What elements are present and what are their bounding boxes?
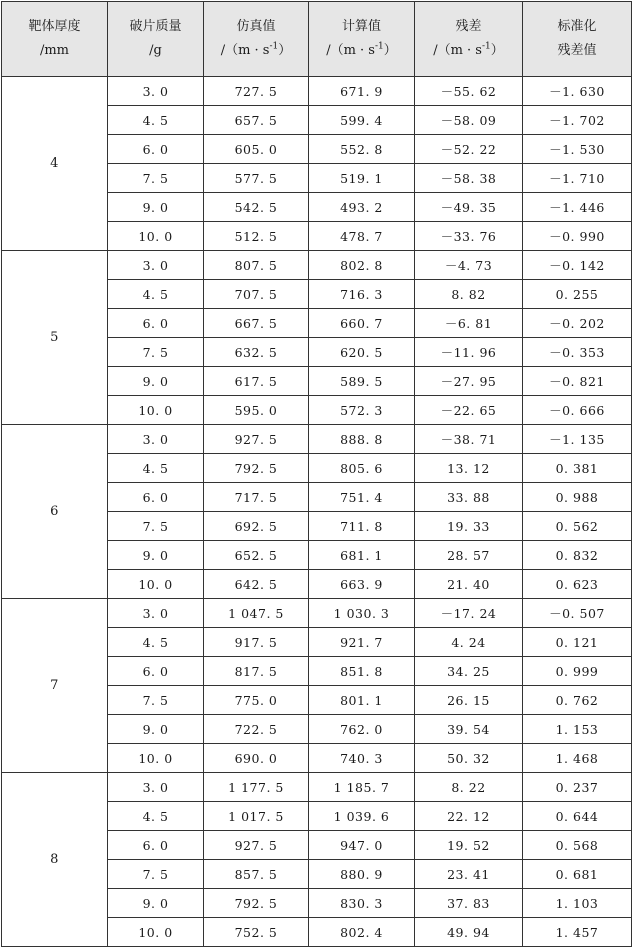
std-residual-cell: 0. 121 — [523, 628, 632, 657]
std-residual-cell: 0. 832 — [523, 541, 632, 570]
calculated-cell: 1 039. 6 — [309, 802, 415, 831]
thickness-cell: 7 — [2, 599, 108, 773]
simulated-cell: 927. 5 — [204, 425, 309, 454]
std-residual-cell: 0. 681 — [523, 860, 632, 889]
std-residual-cell: 0. 562 — [523, 512, 632, 541]
calculated-cell: 1 030. 3 — [309, 599, 415, 628]
calculated-cell: 830. 3 — [309, 889, 415, 918]
std-residual-cell: －0. 202 — [523, 309, 632, 338]
header-row — [2, 2, 632, 77]
calculated-cell: 888. 8 — [309, 425, 415, 454]
simulated-cell: 642. 5 — [204, 570, 309, 599]
std-residual-cell: －0. 666 — [523, 396, 632, 425]
residual-cell: －49. 35 — [415, 193, 523, 222]
calculated-cell: 805. 6 — [309, 454, 415, 483]
calculated-cell: 711. 8 — [309, 512, 415, 541]
calculated-cell: 478. 7 — [309, 222, 415, 251]
residual-cell: 26. 15 — [415, 686, 523, 715]
simulated-cell: 512. 5 — [204, 222, 309, 251]
std-residual-cell: －1. 446 — [523, 193, 632, 222]
residual-cell: －27. 95 — [415, 367, 523, 396]
simulated-cell: 927. 5 — [204, 831, 309, 860]
std-residual-cell: 0. 644 — [523, 802, 632, 831]
simulated-cell: 595. 0 — [204, 396, 309, 425]
mass-cell: 6. 0 — [108, 483, 204, 512]
calculated-cell: 921. 7 — [309, 628, 415, 657]
simulated-cell: 752. 5 — [204, 918, 309, 947]
table-body — [2, 77, 632, 947]
std-residual-cell: 1. 468 — [523, 744, 632, 773]
std-residual-cell: 1. 153 — [523, 715, 632, 744]
std-residual-cell: 0. 568 — [523, 831, 632, 860]
mass-cell: 10. 0 — [108, 570, 204, 599]
header-residual: 残差 $/(m \cdot s^{-1})$ — [415, 2, 523, 77]
calculated-cell: 762. 0 — [309, 715, 415, 744]
simulated-cell: 857. 5 — [204, 860, 309, 889]
std-residual-cell: －1. 530 — [523, 135, 632, 164]
mass-cell: 3. 0 — [108, 599, 204, 628]
residual-cell: －58. 09 — [415, 106, 523, 135]
mass-cell: 6. 0 — [108, 309, 204, 338]
residual-cell: －17. 24 — [415, 599, 523, 628]
std-residual-cell: 0. 237 — [523, 773, 632, 802]
std-residual-cell: 0. 255 — [523, 280, 632, 309]
std-residual-cell: －0. 990 — [523, 222, 632, 251]
table-header — [2, 2, 632, 77]
header-calculated: 计算值 $/(m \cdot s^{-1})$ — [309, 2, 415, 77]
residual-cell: 33. 88 — [415, 483, 523, 512]
std-residual-cell: －1. 702 — [523, 106, 632, 135]
residual-cell: 21. 40 — [415, 570, 523, 599]
residual-cell: 8. 22 — [415, 773, 523, 802]
residual-cell: 50. 32 — [415, 744, 523, 773]
mass-cell: 4. 5 — [108, 628, 204, 657]
simulated-cell: 657. 5 — [204, 106, 309, 135]
simulated-cell: 690. 0 — [204, 744, 309, 773]
calculated-cell: 947. 0 — [309, 831, 415, 860]
table-row — [2, 773, 632, 802]
calculated-cell: 493. 2 — [309, 193, 415, 222]
std-residual-cell: 0. 988 — [523, 483, 632, 512]
residual-cell: 22. 12 — [415, 802, 523, 831]
residual-cell: 28. 57 — [415, 541, 523, 570]
std-residual-cell: 1. 457 — [523, 918, 632, 947]
simulated-cell: 792. 5 — [204, 454, 309, 483]
std-residual-cell: 0. 999 — [523, 657, 632, 686]
header-simulated: 仿真值 $/(m \cdot s^{-1})$ — [204, 2, 309, 77]
residual-cell: 8. 82 — [415, 280, 523, 309]
mass-cell: 7. 5 — [108, 338, 204, 367]
std-residual-cell: －1. 630 — [523, 77, 632, 106]
mass-cell: 9. 0 — [108, 193, 204, 222]
std-residual-cell: －0. 142 — [523, 251, 632, 280]
header-standardized-residual: 标准化 残差值 — [523, 2, 632, 77]
mass-cell: 7. 5 — [108, 686, 204, 715]
std-residual-cell: 1. 103 — [523, 889, 632, 918]
simulated-cell: 722. 5 — [204, 715, 309, 744]
mass-cell: 9. 0 — [108, 541, 204, 570]
calculated-cell: 751. 4 — [309, 483, 415, 512]
mass-cell: 6. 0 — [108, 657, 204, 686]
table-row — [2, 425, 632, 454]
simulated-cell: 605. 0 — [204, 135, 309, 164]
simulated-cell: 807. 5 — [204, 251, 309, 280]
header-fragment-mass: 破片质量 /g — [108, 2, 204, 77]
header-thickness: 靶体厚度 /mm — [2, 2, 108, 77]
calculated-cell: 802. 8 — [309, 251, 415, 280]
residual-cell: 49. 94 — [415, 918, 523, 947]
mass-cell: 7. 5 — [108, 164, 204, 193]
thickness-cell: 6 — [2, 425, 108, 599]
mass-cell: 4. 5 — [108, 802, 204, 831]
simulated-cell: 707. 5 — [204, 280, 309, 309]
simulated-cell: 792. 5 — [204, 889, 309, 918]
mass-cell: 7. 5 — [108, 860, 204, 889]
calculated-cell: 572. 3 — [309, 396, 415, 425]
calculated-cell: 716. 3 — [309, 280, 415, 309]
calculated-cell: 660. 7 — [309, 309, 415, 338]
simulated-cell: 1 177. 5 — [204, 773, 309, 802]
std-residual-cell: －0. 507 — [523, 599, 632, 628]
mass-cell: 10. 0 — [108, 222, 204, 251]
table-row — [2, 77, 632, 106]
residual-cell: 23. 41 — [415, 860, 523, 889]
residual-cell: 39. 54 — [415, 715, 523, 744]
residual-cell: －58. 38 — [415, 164, 523, 193]
calculated-cell: 671. 9 — [309, 77, 415, 106]
calculated-cell: 519. 1 — [309, 164, 415, 193]
table-row — [2, 599, 632, 628]
results-table — [1, 1, 632, 947]
simulated-cell: 775. 0 — [204, 686, 309, 715]
mass-cell: 10. 0 — [108, 396, 204, 425]
simulated-cell: 1 017. 5 — [204, 802, 309, 831]
calculated-cell: 740. 3 — [309, 744, 415, 773]
std-residual-cell: 0. 762 — [523, 686, 632, 715]
simulated-cell: 817. 5 — [204, 657, 309, 686]
calculated-cell: 589. 5 — [309, 367, 415, 396]
residual-cell: －52. 22 — [415, 135, 523, 164]
simulated-cell: 542. 5 — [204, 193, 309, 222]
thickness-cell: 5 — [2, 251, 108, 425]
std-residual-cell: －0. 821 — [523, 367, 632, 396]
residual-cell: 4. 24 — [415, 628, 523, 657]
calculated-cell: 801. 1 — [309, 686, 415, 715]
mass-cell: 6. 0 — [108, 135, 204, 164]
calculated-cell: 681. 1 — [309, 541, 415, 570]
residual-cell: 19. 52 — [415, 831, 523, 860]
simulated-cell: 717. 5 — [204, 483, 309, 512]
simulated-cell: 617. 5 — [204, 367, 309, 396]
simulated-cell: 652. 5 — [204, 541, 309, 570]
calculated-cell: 851. 8 — [309, 657, 415, 686]
simulated-cell: 917. 5 — [204, 628, 309, 657]
residual-cell: －6. 81 — [415, 309, 523, 338]
calculated-cell: 620. 5 — [309, 338, 415, 367]
thickness-cell: 4 — [2, 77, 108, 251]
residual-cell: －11. 96 — [415, 338, 523, 367]
std-residual-cell: －0. 353 — [523, 338, 632, 367]
residual-cell: 19. 33 — [415, 512, 523, 541]
thickness-cell: 8 — [2, 773, 108, 947]
residual-cell: 13. 12 — [415, 454, 523, 483]
simulated-cell: 577. 5 — [204, 164, 309, 193]
mass-cell: 10. 0 — [108, 744, 204, 773]
simulated-cell: 1 047. 5 — [204, 599, 309, 628]
simulated-cell: 632. 5 — [204, 338, 309, 367]
mass-cell: 9. 0 — [108, 889, 204, 918]
mass-cell: 3. 0 — [108, 77, 204, 106]
calculated-cell: 880. 9 — [309, 860, 415, 889]
mass-cell: 4. 5 — [108, 454, 204, 483]
simulated-cell: 692. 5 — [204, 512, 309, 541]
residual-cell: －38. 71 — [415, 425, 523, 454]
calculated-cell: 663. 9 — [309, 570, 415, 599]
residual-cell: 37. 83 — [415, 889, 523, 918]
simulated-cell: 667. 5 — [204, 309, 309, 338]
calculated-cell: 1 185. 7 — [309, 773, 415, 802]
mass-cell: 9. 0 — [108, 367, 204, 396]
mass-cell: 9. 0 — [108, 715, 204, 744]
calculated-cell: 599. 4 — [309, 106, 415, 135]
residual-cell: －33. 76 — [415, 222, 523, 251]
table-row — [2, 251, 632, 280]
calculated-cell: 552. 8 — [309, 135, 415, 164]
mass-cell: 3. 0 — [108, 251, 204, 280]
mass-cell: 6. 0 — [108, 831, 204, 860]
mass-cell: 10. 0 — [108, 918, 204, 947]
mass-cell: 3. 0 — [108, 773, 204, 802]
std-residual-cell: 0. 623 — [523, 570, 632, 599]
mass-cell: 7. 5 — [108, 512, 204, 541]
std-residual-cell: －1. 710 — [523, 164, 632, 193]
residual-cell: 34. 25 — [415, 657, 523, 686]
std-residual-cell: －1. 135 — [523, 425, 632, 454]
residual-cell: －4. 73 — [415, 251, 523, 280]
residual-cell: －22. 65 — [415, 396, 523, 425]
residual-cell: －55. 62 — [415, 77, 523, 106]
mass-cell: 3. 0 — [108, 425, 204, 454]
std-residual-cell: 0. 381 — [523, 454, 632, 483]
mass-cell: 4. 5 — [108, 280, 204, 309]
calculated-cell: 802. 4 — [309, 918, 415, 947]
mass-cell: 4. 5 — [108, 106, 204, 135]
simulated-cell: 727. 5 — [204, 77, 309, 106]
